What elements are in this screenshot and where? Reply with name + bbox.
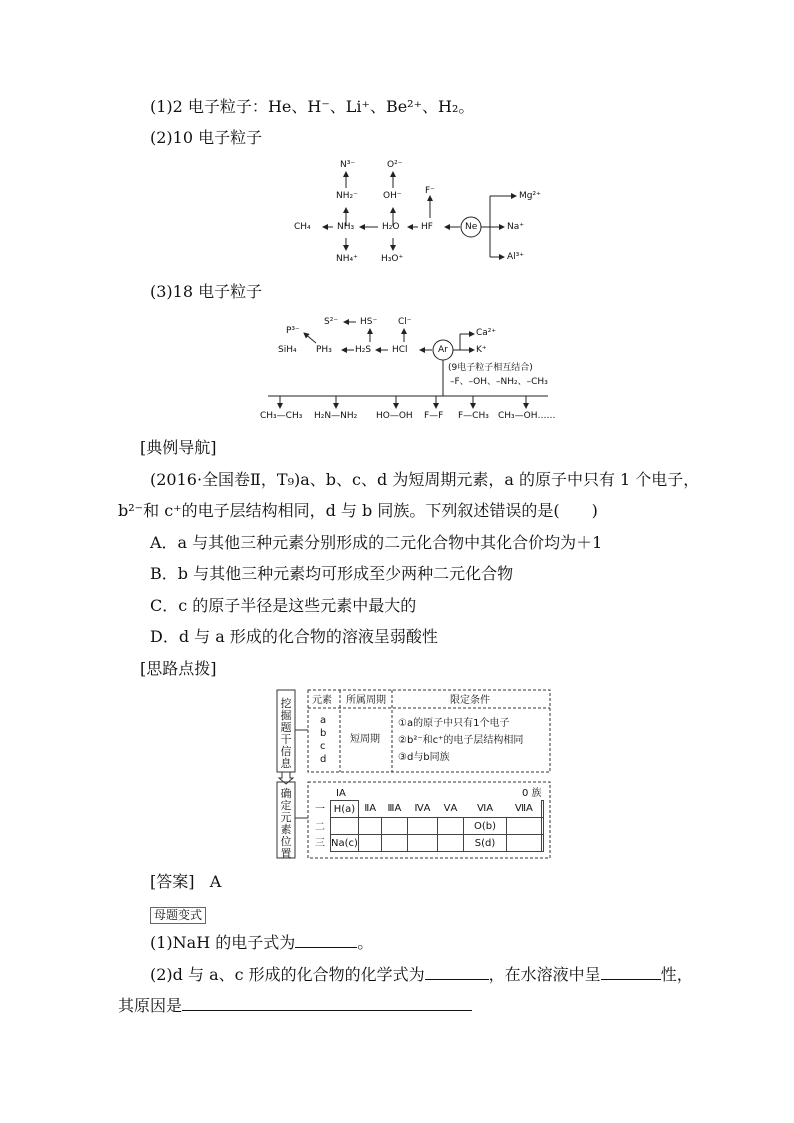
cell-empty — [331, 818, 359, 835]
variant-q2 — [150, 965, 693, 985]
cl-ion: Cl⁻ — [398, 317, 412, 327]
variant-q2-pre: (2)d 与 a、c 形成的化合物的化学式为 — [150, 965, 425, 984]
group-via: ⅥA — [476, 803, 494, 815]
periodic-table — [330, 800, 544, 852]
answer-blank-2[interactable] — [425, 965, 489, 980]
answer-blank-4[interactable] — [182, 996, 472, 1011]
cell-s: S(d) — [463, 835, 506, 852]
mol-fluoromethane: F—CH₃ — [458, 411, 489, 421]
nh3: NH₃ — [337, 222, 355, 232]
cell-empty — [507, 835, 542, 852]
cell-empty — [407, 835, 437, 852]
mol-peroxide: HO—OH — [376, 411, 413, 421]
n3-ion: N³⁻ — [340, 160, 356, 170]
h2s: H₂S — [355, 345, 372, 355]
group-iva: ⅣA — [414, 803, 431, 815]
table-row — [331, 801, 544, 818]
ne-atom: Ne — [465, 222, 478, 232]
nh2-ion: NH₂⁻ — [336, 191, 358, 201]
ar-atom: Ar — [438, 345, 448, 355]
header-period: 所属周期 — [346, 695, 386, 706]
table-row — [331, 818, 544, 835]
cell-na: Na(c) — [331, 835, 359, 852]
cell-empty — [358, 818, 381, 835]
option-c: C．c 的原子半径是这些元素中最大的 — [150, 596, 417, 615]
cell-empty — [382, 818, 408, 835]
period-row-2: 二 — [315, 822, 325, 833]
na-ion: Na⁺ — [507, 222, 524, 232]
answer-value: A — [209, 872, 222, 891]
sec3-label: (3)18 电子粒子 — [150, 282, 263, 301]
hf: HF — [421, 222, 433, 232]
group-0: 0 族 — [522, 788, 542, 799]
answer-blank-1[interactable] — [295, 933, 357, 948]
cell-empty — [542, 835, 544, 852]
s2-ion: S²⁻ — [324, 317, 339, 327]
cell-empty — [542, 818, 544, 835]
variant-title: 母题变式 — [150, 907, 206, 924]
mg-ion: Mg²⁺ — [519, 191, 541, 201]
variant-q2-post: 性， — [660, 965, 693, 984]
cell-h: H(a) — [331, 801, 359, 818]
condition-1: ①a的原子中只有1个电子 — [398, 718, 510, 729]
variant-q1-pre: (1)NaH 的电子式为 — [150, 933, 296, 952]
table-row — [331, 835, 544, 852]
cell-empty — [382, 835, 408, 852]
group-ia: ⅠA — [336, 788, 346, 799]
header-element: 元素 — [312, 695, 332, 706]
hcl: HCl — [392, 345, 408, 355]
group-va: ⅤA — [443, 803, 458, 815]
ph3: PH₃ — [316, 345, 332, 355]
answer-line — [150, 872, 221, 892]
condition-3: ③d与b同族 — [398, 752, 450, 763]
mol-fluorine: F—F — [424, 411, 444, 421]
guide-title: [典例导航] — [140, 438, 217, 457]
ch4: CH₄ — [294, 222, 311, 232]
question-line2: b²⁻和 c⁺的电子层结构相同，d 与 b 同族。下列叙述错误的是( ) — [118, 501, 598, 520]
answer-label: [答案] — [150, 872, 195, 891]
element-list: a b c d — [320, 715, 327, 765]
mol-methanol: CH₃—OH…… — [498, 411, 556, 421]
k-ion: K⁺ — [476, 345, 487, 355]
cell-empty — [542, 801, 544, 818]
group-viia: ⅦA — [514, 803, 533, 815]
diagram-10-arrows — [290, 158, 540, 270]
cell-empty — [407, 818, 437, 835]
group-iia: ⅡA — [364, 803, 377, 815]
hint-side-label-1: 挖掘题干信息 — [280, 697, 292, 770]
header-condition: 限定条件 — [450, 695, 490, 706]
p3-ion: P³⁻ — [286, 326, 300, 336]
variant-q2-reason: 其原因是 — [118, 996, 183, 1015]
sec2-label: (2)10 电子粒子 — [150, 128, 263, 147]
hint-diagram — [270, 688, 560, 860]
cell-empty — [507, 818, 542, 835]
period-short: 短周期 — [350, 734, 380, 745]
variant-q1-post: 。 — [357, 933, 374, 952]
option-d: D．d 与 a 形成的化合物的溶液呈弱酸性 — [150, 627, 438, 646]
sih4: SiH₄ — [278, 345, 297, 355]
oh-ion: OH⁻ — [383, 191, 402, 201]
question-line1: (2016·全国卷Ⅱ，T₉)a、b、c、d 为短周期元素，a 的原子中只有 1 个电子， — [150, 470, 700, 489]
option-b: B．b 与其他三种元素均可形成至少两种二元化合物 — [150, 564, 514, 583]
variant-title-line — [150, 904, 206, 924]
sec1-label: (1)2 电子粒子： — [150, 97, 268, 116]
condition-2: ②b²⁻和c⁺的电子层结构相同 — [398, 735, 524, 746]
o2-ion: O²⁻ — [387, 160, 403, 170]
note-groups: –F、–OH、–NH₂、–CH₃ — [450, 377, 548, 387]
h2o: H₂O — [382, 222, 400, 232]
group-iiia: ⅢA — [387, 803, 402, 815]
mol-hydrazine: H₂N—NH₂ — [314, 411, 358, 421]
al-ion: Al³⁺ — [507, 252, 525, 262]
cell-empty — [358, 835, 381, 852]
mol-ethane: CH₃—CH₃ — [260, 411, 303, 421]
variant-q2-mid: ，在水溶液中呈 — [488, 965, 601, 984]
h3o-ion: H₃O⁺ — [381, 254, 404, 264]
period-row-1: 一 — [315, 804, 325, 815]
diagram-10-electron — [290, 158, 540, 270]
hint-title: [思路点拨] — [140, 659, 217, 678]
sec1-particles: He、H⁻、Li⁺、Be²⁺、H₂。 — [267, 97, 475, 116]
ca-ion: Ca²⁺ — [476, 328, 497, 338]
cell-empty — [438, 835, 464, 852]
answer-blank-3[interactable] — [601, 965, 661, 980]
cell-empty — [438, 818, 464, 835]
diagram-18-electron — [258, 312, 578, 430]
hs-ion: HS⁻ — [360, 317, 378, 327]
f-ion: F⁻ — [425, 186, 435, 196]
note-9-electron: (9电子粒子相互结合) — [448, 363, 533, 373]
variant-q2-line2 — [118, 996, 472, 1016]
nh4-ion: NH₄⁺ — [336, 254, 358, 264]
sec1-line — [150, 97, 474, 117]
option-a: A．a 与其他三种元素分别形成的二元化合物中其化合价均为＋1 — [150, 533, 603, 552]
variant-q1 — [150, 933, 373, 953]
cell-o: O(b) — [463, 818, 506, 835]
hint-side-label-2: 确定元素位置 — [280, 787, 292, 860]
period-row-3: 三 — [315, 838, 325, 849]
